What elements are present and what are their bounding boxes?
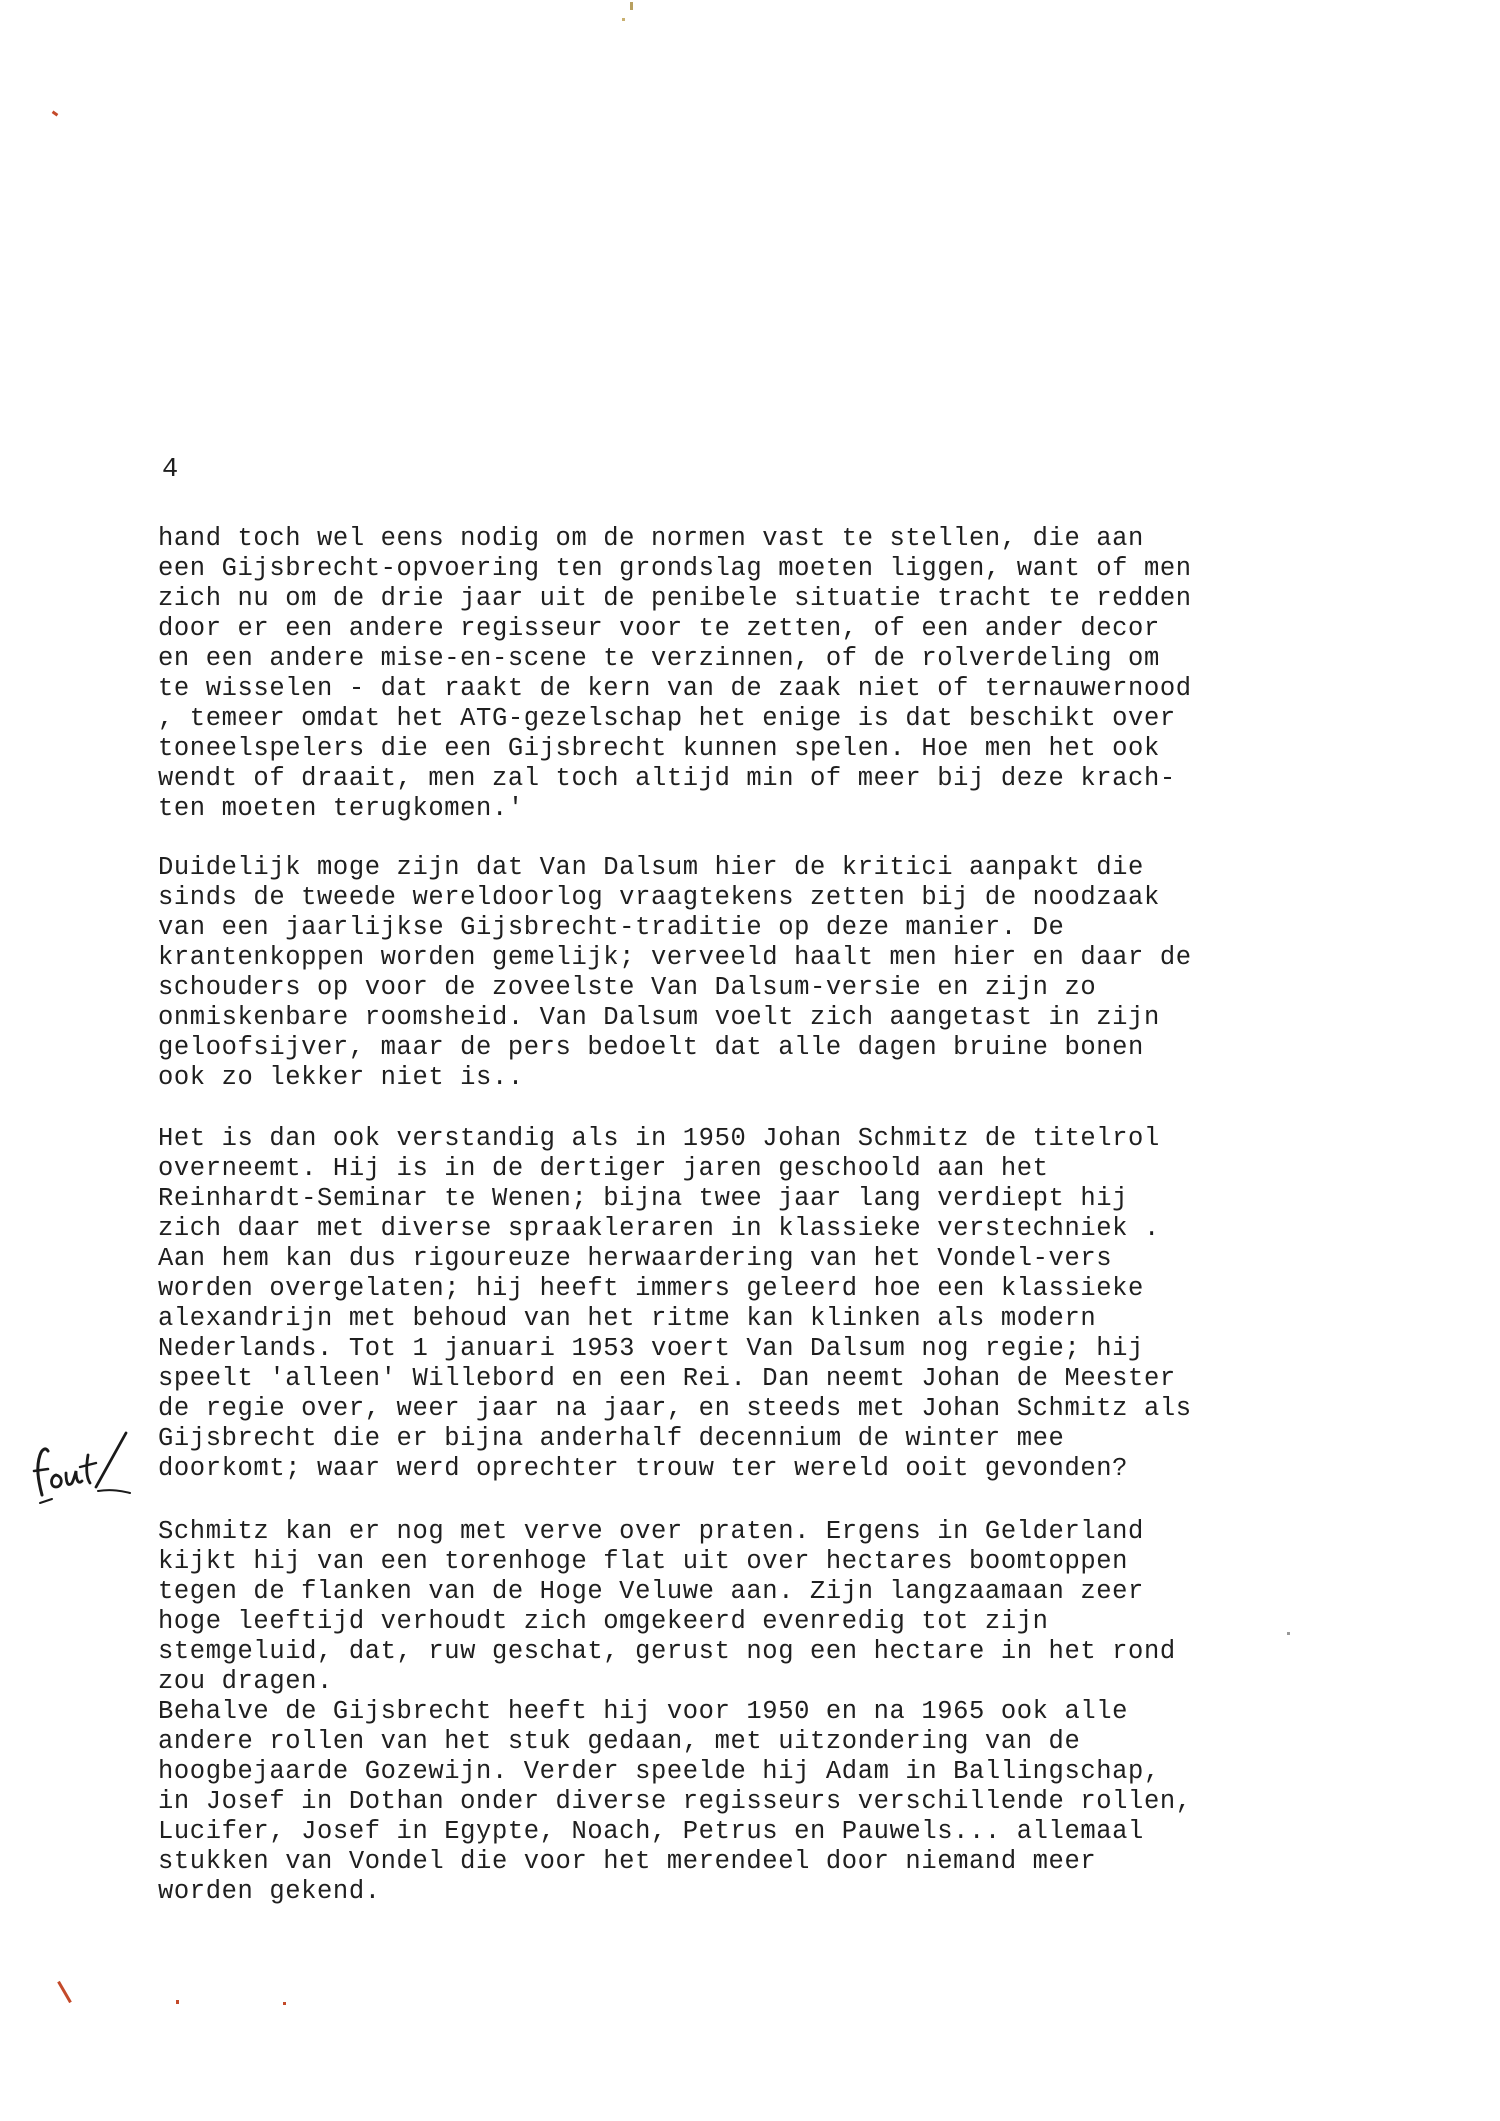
handwritten-margin-note [22,1425,132,1515]
text-line: Schmitz kan er nog met verve over praten. Ergens in Gelderland [158,1517,1144,1546]
text-line: speelt 'alleen' Willebord en een Rei. Dan neemt Johan de Meester [158,1364,1176,1393]
paragraph [158,1124,1192,1484]
text-line: van een jaarlijkse Gijsbrecht-traditie op deze manier. De [158,913,1065,942]
page-number: 4 [162,455,179,485]
text-line: Het is dan ook verstandig als in 1950 Johan Schmitz de titelrol [158,1124,1160,1153]
text-line: andere rollen van het stuk gedaan, met uitzondering van de [158,1727,1081,1756]
text-line: zich nu om de drie jaar uit de penibele situatie tracht te redden [158,584,1192,613]
text-line: Duidelijk moge zijn dat Van Dalsum hier de kritici aanpakt die [158,853,1144,882]
text-line: door er een andere regisseur voor te zetten, of een ander decor [158,614,1160,643]
text-line: Gijsbrecht die er bijna anderhalf decennium de winter mee [158,1424,1065,1453]
text-line: Aan hem kan dus rigoureuze herwaardering van het Vondel-vers [158,1244,1113,1273]
text-line: onmiskenbare roomsheid. Van Dalsum voelt zich aangetast in zijn [158,1003,1160,1032]
text-line: tegen de flanken van de Hoge Veluwe aan. Zijn langzaamaan zeer [158,1577,1144,1606]
text-line: worden overgelaten; hij heeft immers geleerd hoe een klassieke [158,1274,1144,1303]
text-line: zich daar met diverse spraakleraren in klassieke verstechniek . [158,1214,1160,1243]
text-line: sinds de tweede wereldoorlog vraagtekens zetten bij de noodzaak [158,883,1160,912]
paragraph [158,524,1192,824]
text-line: worden gekend. [158,1877,381,1906]
text-line: en een andere mise-en-scene te verzinnen, of de rolverdeling om [158,644,1160,673]
text-line: kijkt hij van een torenhoge flat uit over hectares boomtoppen [158,1547,1129,1576]
text-line: ook zo lekker niet is.. [158,1063,524,1092]
scan-speck [52,111,59,117]
scan-speck [57,1981,72,2003]
text-line: Behalve de Gijsbrecht heeft hij voor 1950 en na 1965 ook alle [158,1697,1129,1726]
text-line: Nederlands. Tot 1 januari 1953 voert Van Dalsum nog regie; hij [158,1334,1144,1363]
text-line: hoogbejaarde Gozewijn. Verder speelde hij Adam in Ballingschap, [158,1757,1160,1786]
paragraph [158,853,1192,1093]
scan-speck [1287,1632,1290,1635]
text-line: alexandrijn met behoud van het ritme kan klinken als modern [158,1304,1097,1333]
text-line: een Gijsbrecht-opvoering ten grondslag moeten liggen, want of men [158,554,1192,583]
text-line: schouders op voor de zoveelste Van Dalsum-versie en zijn zo [158,973,1097,1002]
text-line: krantenkoppen worden gemelijk; verveeld haalt men hier en daar de [158,943,1192,972]
text-line: toneelspelers die een Gijsbrecht kunnen spelen. Hoe men het ook [158,734,1160,763]
paragraph [158,1517,1192,1907]
text-line: doorkomt; waar werd oprechter trouw ter wereld ooit gevonden? [158,1454,1129,1483]
text-line: in Josef in Dothan onder diverse regisseurs verschillende rollen, [158,1787,1192,1816]
text-line: ten moeten terugkomen.' [158,794,524,823]
text-line: wendt of draait, men zal toch altijd min of meer bij deze krach- [158,764,1176,793]
text-line: zou dragen. [158,1667,333,1696]
text-line: Reinhardt-Seminar te Wenen; bijna twee jaar lang verdiept hij [158,1184,1129,1213]
text-line: overneemt. Hij is in de dertiger jaren geschoold aan het [158,1154,1049,1183]
scan-speck [630,2,633,10]
text-line: hand toch wel eens nodig om de normen vast te stellen, die aan [158,524,1144,553]
text-line: , temeer omdat het ATG-gezelschap het enige is dat beschikt over [158,704,1176,733]
text-line: hoge leeftijd verhoudt zich omgekeerd evenredig tot zijn [158,1607,1049,1636]
scan-speck [622,18,625,21]
text-line: te wisselen - dat raakt de kern van de zaak niet of ternauwernood [158,674,1192,703]
text-line: de regie over, weer jaar na jaar, en steeds met Johan Schmitz als [158,1394,1192,1423]
text-line: Lucifer, Josef in Egypte, Noach, Petrus en Pauwels... allemaal [158,1817,1144,1846]
text-line: stukken van Vondel die voor het merendeel door niemand meer [158,1847,1097,1876]
scan-speck [176,2000,179,2004]
text-line: stemgeluid, dat, ruw geschat, gerust nog een hectare in het rond [158,1637,1176,1666]
scan-speck [283,2002,286,2005]
text-line: geloofsijver, maar de pers bedoelt dat alle dagen bruine bonen [158,1033,1144,1062]
